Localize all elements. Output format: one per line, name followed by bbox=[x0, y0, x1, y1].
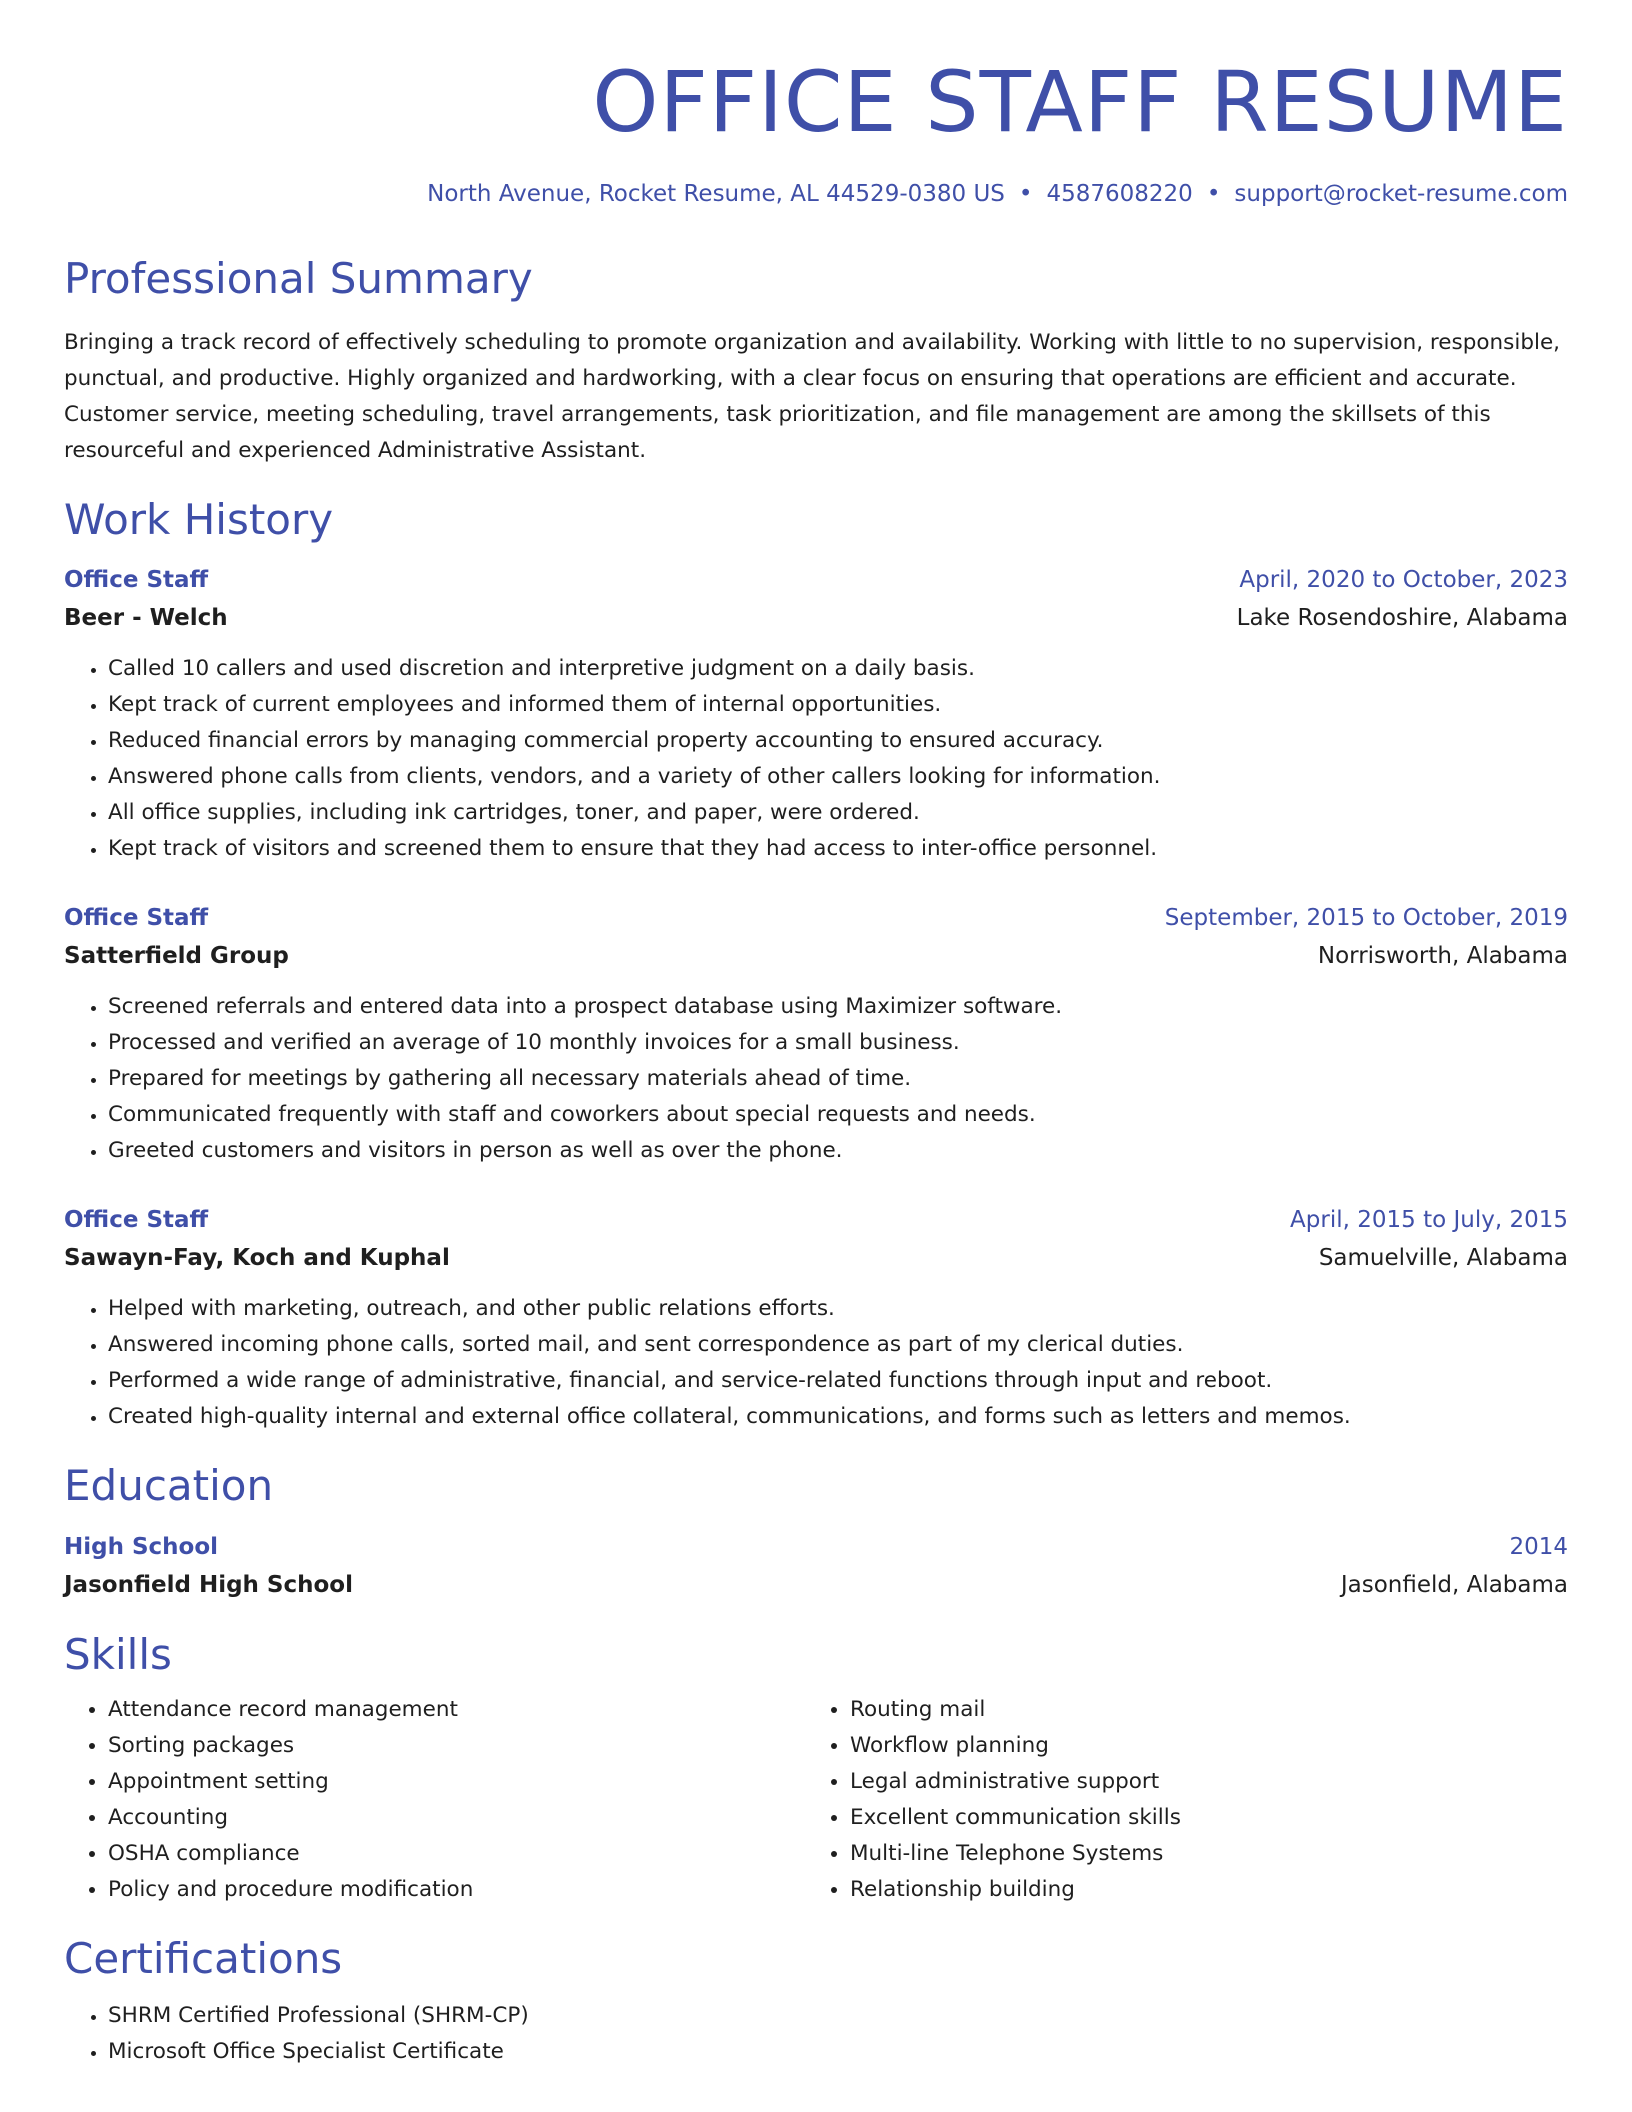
education-school-row bbox=[64, 1566, 1568, 1604]
skills-column-left bbox=[64, 1692, 806, 1908]
job-entry bbox=[64, 561, 1568, 867]
job-bullet: • Greeted customers and visitors in person as well as over the phone. bbox=[108, 1133, 1568, 1169]
skill-item: • Multi-line Telephone Systems bbox=[850, 1836, 1548, 1872]
skill-item: • OSHA compliance bbox=[108, 1836, 806, 1872]
job-bullet: • Helped with marketing, outreach, and other public relations efforts. bbox=[108, 1291, 1568, 1327]
resume-title: OFFICE STAFF RESUME bbox=[592, 53, 1568, 151]
job-bullet: • Kept track of current employees and informed them of internal opportunities. bbox=[108, 687, 1568, 723]
job-entry bbox=[64, 1201, 1568, 1435]
education-year: 2014 bbox=[1509, 1533, 1568, 1560]
job-bullet: • Called 10 callers and used discretion and interpretive judgment on a daily basis. bbox=[108, 651, 1568, 687]
skill-item: • Sorting packages bbox=[108, 1728, 806, 1764]
job-bullet: • Kept track of visitors and screened them to ensure that they had access to inter-office personnel. bbox=[108, 831, 1568, 867]
job-dates: September, 2015 to October, 2019 bbox=[1164, 905, 1568, 932]
job-role: Office Staff bbox=[64, 1207, 209, 1234]
skill-item: • Legal administrative support bbox=[850, 1764, 1548, 1800]
skill-item: • Relationship building bbox=[850, 1872, 1548, 1908]
job-bullets bbox=[64, 651, 1568, 867]
skill-item: • Routing mail bbox=[850, 1692, 1548, 1728]
skill-item: • Workflow planning bbox=[850, 1728, 1548, 1764]
job-header-row bbox=[64, 561, 1568, 599]
job-bullet: • Performed a wide range of administrative, financial, and service-related functions through input and reboot. bbox=[108, 1363, 1568, 1399]
skill-item: • Accounting bbox=[108, 1800, 806, 1836]
job-company: Satterfield Group bbox=[64, 943, 289, 970]
skill-item: • Attendance record management bbox=[108, 1692, 806, 1728]
job-company: Sawayn-Fay, Koch and Kuphal bbox=[64, 1245, 450, 1272]
section-title-skills: Skills bbox=[64, 1629, 172, 1679]
job-bullet: • Communicated frequently with staff and coworkers about special requests and needs. bbox=[108, 1097, 1568, 1133]
job-bullet: • Prepared for meetings by gathering all necessary materials ahead of time. bbox=[108, 1061, 1568, 1097]
contact-separator: • bbox=[1018, 180, 1033, 207]
contact-phone: 4587608220 bbox=[1046, 180, 1193, 207]
job-location: Norrisworth, Alabama bbox=[1317, 943, 1568, 970]
job-bullet: • Answered incoming phone calls, sorted mail, and sent correspondence as part of my clerical duties. bbox=[108, 1327, 1568, 1363]
job-company-row bbox=[64, 599, 1568, 637]
certification-item: • SHRM Certified Professional (SHRM-CP) bbox=[108, 1998, 1568, 2034]
section-title-education: Education bbox=[64, 1461, 274, 1511]
job-entry bbox=[64, 899, 1568, 1169]
skill-item: • Excellent communication skills bbox=[850, 1800, 1548, 1836]
job-company-row bbox=[64, 1239, 1568, 1277]
job-location: Samuelville, Alabama bbox=[1318, 1245, 1568, 1272]
skill-item: • Appointment setting bbox=[108, 1764, 806, 1800]
skills-grid bbox=[64, 1692, 1568, 1908]
education-degree: High School bbox=[64, 1533, 219, 1560]
job-header-row bbox=[64, 899, 1568, 937]
certifications-list bbox=[64, 1998, 1568, 2070]
summary-text: Bringing a track record of effectively scheduling to promote organization and availability. Working with little to no supervision, responsible, punctual, and productive. Highly organized and hardworking, with a clear focus on ensuring that operations are efficient and accurate. Customer service, meeting scheduling, travel arrangements, task prioritization, and file management are among the skillsets of this resourceful and experienced Administrative Assistant. bbox=[64, 329, 1561, 463]
job-header-row bbox=[64, 1201, 1568, 1239]
skill-item: • Policy and procedure modification bbox=[108, 1872, 806, 1908]
certification-item: • Microsoft Office Specialist Certificate bbox=[108, 2034, 1568, 2070]
work-history-list bbox=[64, 561, 1568, 1435]
education-location: Jasonfield, Alabama bbox=[1340, 1571, 1568, 1598]
section-title-certifications: Certifications bbox=[64, 1933, 343, 1983]
job-bullet: • Reduced financial errors by managing commercial property accounting to ensured accuracy. bbox=[108, 723, 1568, 759]
job-bullet: • Answered phone calls from clients, vendors, and a variety of other callers looking for information. bbox=[108, 759, 1568, 795]
contact-separator: • bbox=[1206, 180, 1221, 207]
education-school: Jasonfield High School bbox=[64, 1571, 353, 1598]
job-bullets bbox=[64, 989, 1568, 1169]
job-location: Lake Rosendoshire, Alabama bbox=[1236, 605, 1568, 632]
job-bullets bbox=[64, 1291, 1568, 1435]
job-role: Office Staff bbox=[64, 567, 209, 594]
job-bullet: • Created high-quality internal and external office collateral, communications, and forms such as letters and memos. bbox=[108, 1399, 1568, 1435]
resume-header bbox=[64, 0, 1568, 208]
job-bullet: • Processed and verified an average of 10 monthly invoices for a small business. bbox=[108, 1025, 1568, 1061]
education-entry bbox=[64, 1528, 1568, 1604]
section-title-work-history: Work History bbox=[64, 494, 334, 544]
job-bullet: • All office supplies, including ink cartridges, toner, and paper, were ordered. bbox=[108, 795, 1568, 831]
job-dates: April, 2015 to July, 2015 bbox=[1290, 1207, 1568, 1234]
skills-column-right bbox=[806, 1692, 1548, 1908]
job-dates: April, 2020 to October, 2023 bbox=[1239, 567, 1568, 594]
job-bullet: • Screened referrals and entered data into a prospect database using Maximizer software. bbox=[108, 989, 1568, 1025]
contact-line bbox=[64, 181, 1568, 209]
education-header-row bbox=[64, 1528, 1568, 1566]
job-company-row bbox=[64, 937, 1568, 975]
section-title-summary: Professional Summary bbox=[64, 254, 533, 304]
job-company: Beer - Welch bbox=[64, 605, 228, 632]
job-role: Office Staff bbox=[64, 905, 209, 932]
contact-address: North Avenue, Rocket Resume, AL 44529-0380 US bbox=[427, 180, 1005, 207]
contact-email: support@rocket-resume.com bbox=[1234, 180, 1568, 207]
